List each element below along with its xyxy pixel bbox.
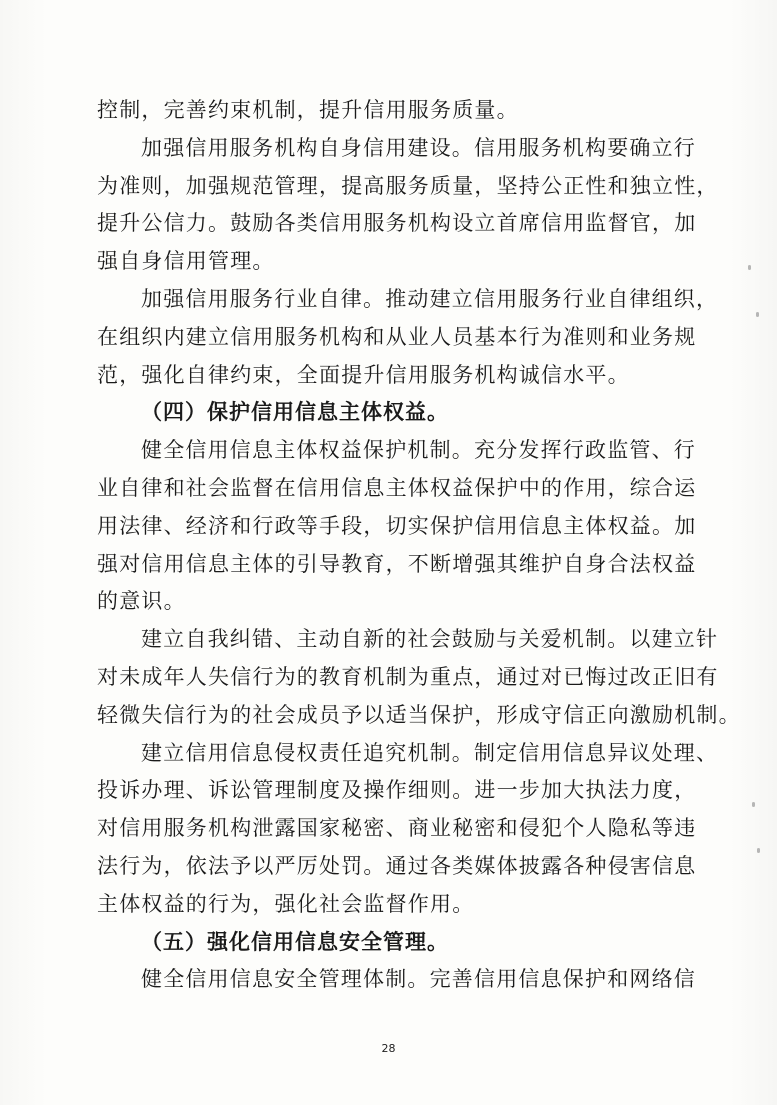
scan-speck	[748, 265, 751, 270]
paragraph-line: 法行为，依法予以严厉处罚。通过各类媒体披露各种侵害信息	[97, 853, 697, 878]
paragraph-line: 健全信用信息安全管理体制。完善信用信息保护和网络信	[141, 967, 696, 992]
paragraph-line: 强对信用信息主体的引导教育，不断增强其维护自身合法权益	[97, 551, 697, 576]
paragraph-line: 对信用服务机构泄露国家秘密、商业秘密和侵犯个人隐私等违	[97, 816, 697, 841]
paragraph-line: 加强信用服务机构自身信用建设。信用服务机构要确立行	[141, 135, 696, 160]
paragraph-line: 建立自我纠错、主动自新的社会鼓励与关爱机制。以建立针	[141, 627, 719, 652]
paragraph-line: 强自身信用管理。	[97, 249, 275, 274]
section-heading: （四）保护信用信息主体权益。	[141, 400, 449, 425]
scan-speck	[757, 848, 760, 853]
page-number: 28	[381, 1042, 396, 1055]
paragraph-line: 在组织内建立信用服务机构和从业人员基本行为准则和业务规	[97, 324, 697, 349]
paragraph-line: 对未成年人失信行为的教育机制为重点，通过对已悔过改正旧有	[97, 664, 719, 689]
paragraph-line: 业自律和社会监督在信用信息主体权益保护中的作用，综合运	[97, 475, 697, 500]
paragraph-line: 为准则，加强规范管理，提高服务质量，坚持公正性和独立性，	[97, 173, 719, 198]
paragraph-line: 的意识。	[97, 589, 186, 614]
paragraph-line: 控制，完善约束机制，提升信用服务质量。	[97, 98, 519, 122]
section-heading: （五）强化信用信息安全管理。	[141, 929, 449, 954]
paragraph-line: 加强信用服务行业自律。推动建立信用服务行业自律组织，	[141, 286, 719, 311]
scan-speck	[756, 312, 759, 317]
paragraph-line: 范，强化自律约束，全面提升信用服务机构诚信水平。	[97, 362, 630, 387]
paragraph-line: 投诉办理、诉讼管理制度及操作细则。进一步加大执法力度，	[97, 778, 697, 803]
paragraph-line: 健全信用信息主体权益保护机制。充分发挥行政监管、行	[141, 438, 696, 463]
body-text	[97, 92, 741, 999]
scan-speck	[752, 802, 755, 807]
paragraph-line: 轻微失信行为的社会成员予以适当保护，形成守信正向激励机制。	[97, 702, 741, 727]
paragraph-line: 用法律、经济和行政等手段，切实保护信用信息主体权益。加	[97, 513, 697, 538]
paragraph-line: 主体权益的行为，强化社会监督作用。	[97, 891, 475, 916]
paragraph-line: 提升公信力。鼓励各类信用服务机构设立首席信用监督官，加	[97, 211, 697, 236]
paragraph-line: 建立信用信息侵权责任追究机制。制定信用信息异议处理、	[141, 740, 719, 765]
